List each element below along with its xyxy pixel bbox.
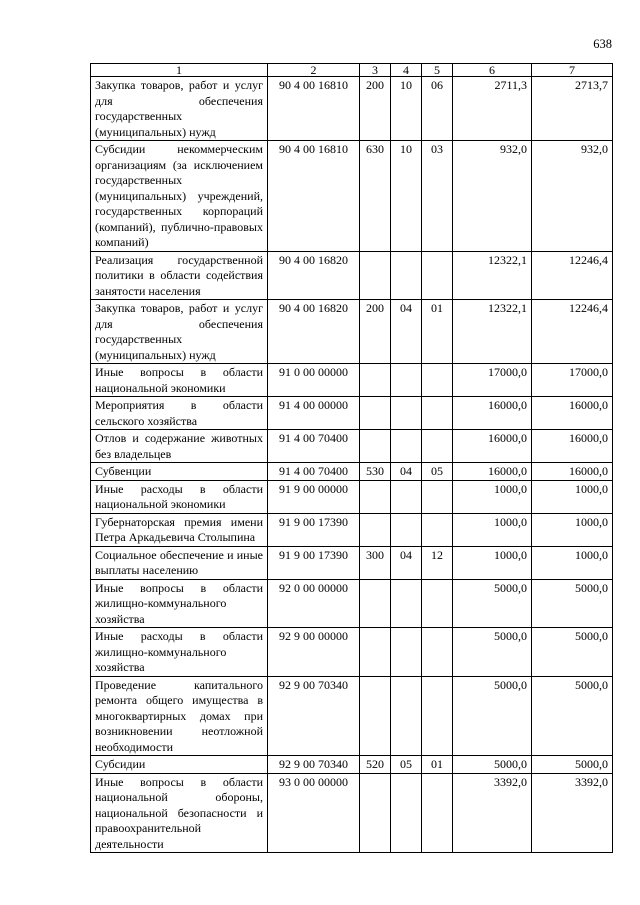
expense-name-cell: Отлов и содержание животных без владельцев xyxy=(91,430,268,463)
target-article-code-cell: 91 4 00 00000 xyxy=(268,397,360,430)
column-header-7: 7 xyxy=(532,64,613,77)
expense-name-cell: Закупка товаров, работ и услуг для обеспечения государственных (муниципальных) нужд xyxy=(91,77,268,141)
amount-col-6-cell: 16000,0 xyxy=(453,430,532,463)
expense-name-cell: Субвенции xyxy=(91,463,268,481)
subsection-cell: 12 xyxy=(422,546,453,579)
table-row xyxy=(91,546,613,579)
table-row xyxy=(91,77,613,141)
column-header-3: 3 xyxy=(360,64,391,77)
column-number-row xyxy=(91,64,613,77)
expense-type-cell: 300 xyxy=(360,546,391,579)
expense-name-cell: Иные вопросы в области национальной экономики xyxy=(91,364,268,397)
subsection-cell: 01 xyxy=(422,756,453,774)
expense-name-cell: Проведение капитального ремонта общего имущества в многоквартирных домах при возникновении неотложной необходимости xyxy=(91,676,268,756)
expense-type-cell xyxy=(360,364,391,397)
subsection-cell xyxy=(422,430,453,463)
expense-name-cell: Субсидии xyxy=(91,756,268,774)
target-article-code-cell: 90 4 00 16810 xyxy=(268,77,360,141)
table-row xyxy=(91,756,613,774)
table-row xyxy=(91,480,613,513)
target-article-code-cell: 92 9 00 70340 xyxy=(268,756,360,774)
amount-col-6-cell: 12322,1 xyxy=(453,300,532,364)
subsection-cell xyxy=(422,364,453,397)
amount-col-6-cell: 2711,3 xyxy=(453,77,532,141)
table-row xyxy=(91,397,613,430)
subsection-cell: 01 xyxy=(422,300,453,364)
section-cell xyxy=(391,628,422,677)
column-header-6: 6 xyxy=(453,64,532,77)
column-header-1: 1 xyxy=(91,64,268,77)
section-cell xyxy=(391,397,422,430)
expense-type-cell: 630 xyxy=(360,141,391,252)
expense-type-cell xyxy=(360,676,391,756)
amount-col-7-cell: 16000,0 xyxy=(532,430,613,463)
subsection-cell xyxy=(422,480,453,513)
amount-col-7-cell: 5000,0 xyxy=(532,676,613,756)
expense-type-cell xyxy=(360,251,391,300)
section-cell xyxy=(391,364,422,397)
subsection-cell xyxy=(422,513,453,546)
amount-col-6-cell: 5000,0 xyxy=(453,579,532,628)
expense-type-cell: 530 xyxy=(360,463,391,481)
target-article-code-cell: 90 4 00 16820 xyxy=(268,300,360,364)
table-row xyxy=(91,141,613,252)
target-article-code-cell: 91 4 00 70400 xyxy=(268,430,360,463)
table-body xyxy=(91,77,613,853)
expense-name-cell: Иные расходы в области национальной экономики xyxy=(91,480,268,513)
expense-type-cell xyxy=(360,579,391,628)
expense-name-cell: Закупка товаров, работ и услуг для обеспечения государственных (муниципальных) нужд xyxy=(91,300,268,364)
page-number: 638 xyxy=(593,37,612,51)
amount-col-7-cell: 12246,4 xyxy=(532,251,613,300)
section-cell: 04 xyxy=(391,546,422,579)
target-article-code-cell: 91 0 00 00000 xyxy=(268,364,360,397)
target-article-code-cell: 91 9 00 17390 xyxy=(268,546,360,579)
section-cell xyxy=(391,251,422,300)
target-article-code-cell: 91 9 00 17390 xyxy=(268,513,360,546)
subsection-cell xyxy=(422,628,453,677)
column-header-2: 2 xyxy=(268,64,360,77)
expense-type-cell xyxy=(360,397,391,430)
section-cell xyxy=(391,430,422,463)
target-article-code-cell: 91 4 00 70400 xyxy=(268,463,360,481)
table-row xyxy=(91,628,613,677)
expense-name-cell: Иные расходы в области жилищно-коммунального хозяйства xyxy=(91,628,268,677)
target-article-code-cell: 92 9 00 00000 xyxy=(268,628,360,677)
amount-col-7-cell: 1000,0 xyxy=(532,480,613,513)
amount-col-7-cell: 17000,0 xyxy=(532,364,613,397)
amount-col-7-cell: 932,0 xyxy=(532,141,613,252)
table-row xyxy=(91,364,613,397)
target-article-code-cell: 92 9 00 70340 xyxy=(268,676,360,756)
subsection-cell xyxy=(422,773,453,853)
section-cell: 04 xyxy=(391,463,422,481)
amount-col-6-cell: 12322,1 xyxy=(453,251,532,300)
expense-type-cell xyxy=(360,430,391,463)
amount-col-6-cell: 17000,0 xyxy=(453,364,532,397)
subsection-cell xyxy=(422,397,453,430)
section-cell: 05 xyxy=(391,756,422,774)
section-cell: 10 xyxy=(391,141,422,252)
table-row xyxy=(91,430,613,463)
target-article-code-cell: 93 0 00 00000 xyxy=(268,773,360,853)
subsection-cell: 05 xyxy=(422,463,453,481)
amount-col-6-cell: 1000,0 xyxy=(453,480,532,513)
table-row xyxy=(91,513,613,546)
column-header-5: 5 xyxy=(422,64,453,77)
expense-type-cell: 200 xyxy=(360,77,391,141)
table-row xyxy=(91,676,613,756)
amount-col-7-cell: 12246,4 xyxy=(532,300,613,364)
expense-type-cell: 520 xyxy=(360,756,391,774)
expense-name-cell: Социальное обеспечение и иные выплаты населению xyxy=(91,546,268,579)
expense-type-cell xyxy=(360,628,391,677)
subsection-cell xyxy=(422,251,453,300)
target-article-code-cell: 92 0 00 00000 xyxy=(268,579,360,628)
section-cell xyxy=(391,513,422,546)
expense-name-cell: Субсидии некоммерческим организациям (за исключением государственных (муниципальных) учреждений, государственных корпораций (компаний), публично-правовых компаний) xyxy=(91,141,268,252)
amount-col-7-cell: 2713,7 xyxy=(532,77,613,141)
amount-col-7-cell: 1000,0 xyxy=(532,513,613,546)
table-row xyxy=(91,300,613,364)
table-row xyxy=(91,579,613,628)
amount-col-7-cell: 3392,0 xyxy=(532,773,613,853)
amount-col-6-cell: 1000,0 xyxy=(453,513,532,546)
amount-col-6-cell: 16000,0 xyxy=(453,463,532,481)
target-article-code-cell: 90 4 00 16810 xyxy=(268,141,360,252)
subsection-cell xyxy=(422,676,453,756)
amount-col-6-cell: 1000,0 xyxy=(453,546,532,579)
expense-name-cell: Мероприятия в области сельского хозяйства xyxy=(91,397,268,430)
amount-col-6-cell: 932,0 xyxy=(453,141,532,252)
amount-col-7-cell: 5000,0 xyxy=(532,756,613,774)
target-article-code-cell: 91 9 00 00000 xyxy=(268,480,360,513)
amount-col-7-cell: 5000,0 xyxy=(532,628,613,677)
section-cell xyxy=(391,773,422,853)
section-cell: 10 xyxy=(391,77,422,141)
subsection-cell: 06 xyxy=(422,77,453,141)
amount-col-7-cell: 16000,0 xyxy=(532,463,613,481)
section-cell xyxy=(391,579,422,628)
section-cell xyxy=(391,676,422,756)
column-header-4: 4 xyxy=(391,64,422,77)
amount-col-6-cell: 5000,0 xyxy=(453,628,532,677)
expense-name-cell: Губернаторская премия имени Петра Аркадьевича Столыпина xyxy=(91,513,268,546)
expense-type-cell xyxy=(360,480,391,513)
amount-col-6-cell: 16000,0 xyxy=(453,397,532,430)
amount-col-7-cell: 16000,0 xyxy=(532,397,613,430)
table-row xyxy=(91,463,613,481)
section-cell xyxy=(391,480,422,513)
subsection-cell: 03 xyxy=(422,141,453,252)
section-cell: 04 xyxy=(391,300,422,364)
amount-col-6-cell: 5000,0 xyxy=(453,676,532,756)
table-row xyxy=(91,773,613,853)
target-article-code-cell: 90 4 00 16820 xyxy=(268,251,360,300)
expense-name-cell: Иные вопросы в области национальной обороны, национальной безопасности и правоохранительной деятельности xyxy=(91,773,268,853)
amount-col-6-cell: 5000,0 xyxy=(453,756,532,774)
expense-name-cell: Реализация государственной политики в области содействия занятости населения xyxy=(91,251,268,300)
amount-col-7-cell: 5000,0 xyxy=(532,579,613,628)
expense-type-cell xyxy=(360,513,391,546)
expense-name-cell: Иные вопросы в области жилищно-коммунального хозяйства xyxy=(91,579,268,628)
subsection-cell xyxy=(422,579,453,628)
expense-type-cell xyxy=(360,773,391,853)
budget-table xyxy=(90,63,613,853)
amount-col-7-cell: 1000,0 xyxy=(532,546,613,579)
expense-type-cell: 200 xyxy=(360,300,391,364)
amount-col-6-cell: 3392,0 xyxy=(453,773,532,853)
table-row xyxy=(91,251,613,300)
